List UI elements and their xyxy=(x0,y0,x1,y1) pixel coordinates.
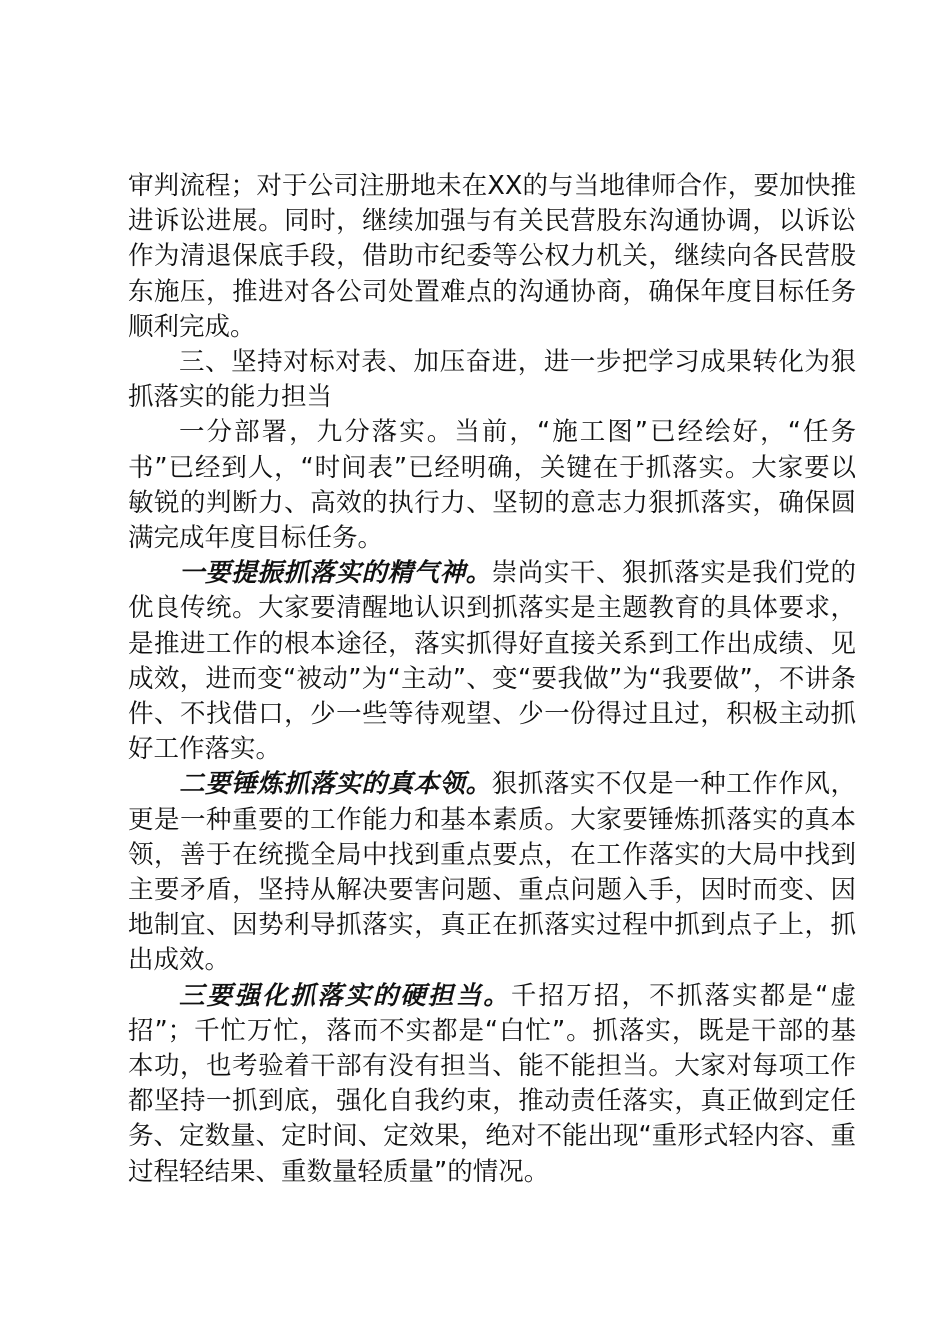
paragraph-text: 一分部署，九分落实。当前，“施工图”已经绘好，“任务书”已经到人，“时间表”已经明确，关键在于抓落实。大家要以敏锐的判断力、高效的执行力、坚韧的意志力狠抓落实，确保圆满完成年度目标任务。 xyxy=(128,417,856,554)
section-heading-text: 三、坚持对标对表、加压奋进，进一步把学习成果转化为狠抓落实的能力担当 xyxy=(128,347,856,413)
paragraph-lead: 一要提振抓落实的精气神。 xyxy=(179,558,492,589)
paragraph-point-1 xyxy=(128,556,856,767)
paragraph-text: 崇尚实干、狠抓落实是我们党的优良传统。大家要清醒地认识到抓落实是主题教育的具体要求，是推进工作的根本途径，落实抓得好直接关系到工作出成绩、见成效，进而变“被动”为“主动”、变“要我做”为“我要做”，不讲条件、不找借口，少一些等待观望、少一份得过且过，积极主动抓好工作落实。 xyxy=(128,558,856,765)
paragraph-text: 审判流程；对于公司注册地未在XX的与当地律师合作，要加快推进诉讼进展。同时，继续加强与有关民营股东沟通协调，以诉讼作为清退保底手段，借助市纪委等公权力机关，继续向各民营股东施压，推进对各公司处置难点的沟通协商，确保年度目标任务顺利完成。 xyxy=(128,171,856,342)
paragraph-lead: 三要强化抓落实的硬担当。 xyxy=(179,980,511,1011)
paragraph-lead: 二要锤炼抓落实的真本领。 xyxy=(179,769,492,800)
document-page xyxy=(128,169,856,1190)
paragraph-text: 狠抓落实不仅是一种工作作风，更是一种重要的工作能力和基本素质。大家要锤炼抓落实的真本领，善于在统揽全局中找到重点要点，在工作落实的大局中找到主要矛盾，坚持从解决要害问题、重点问题入手，因时而变、因地制宜、因势利导抓落实，真正在抓落实过程中抓到点子上，抓出成效。 xyxy=(128,769,856,976)
paragraph-continuation xyxy=(128,169,856,345)
paragraph-intro xyxy=(128,415,856,556)
paragraph-point-2 xyxy=(128,767,856,978)
paragraph-text: 千招万招，不抓落实都是“虚招”；千忙万忙，落而不实都是“白忙”。抓落实，既是干部的基本功，也考验着干部有没有担当、能不能担当。大家对每项工作都坚持一抓到底，强化自我约束，推动责任落实，真正做到定任务、定数量、定时间、定效果，绝对不能出现“重形式轻内容、重过程轻结果、重数量轻质量”的情况。 xyxy=(128,980,856,1187)
paragraph-point-3 xyxy=(128,979,856,1190)
section-heading xyxy=(128,345,856,415)
